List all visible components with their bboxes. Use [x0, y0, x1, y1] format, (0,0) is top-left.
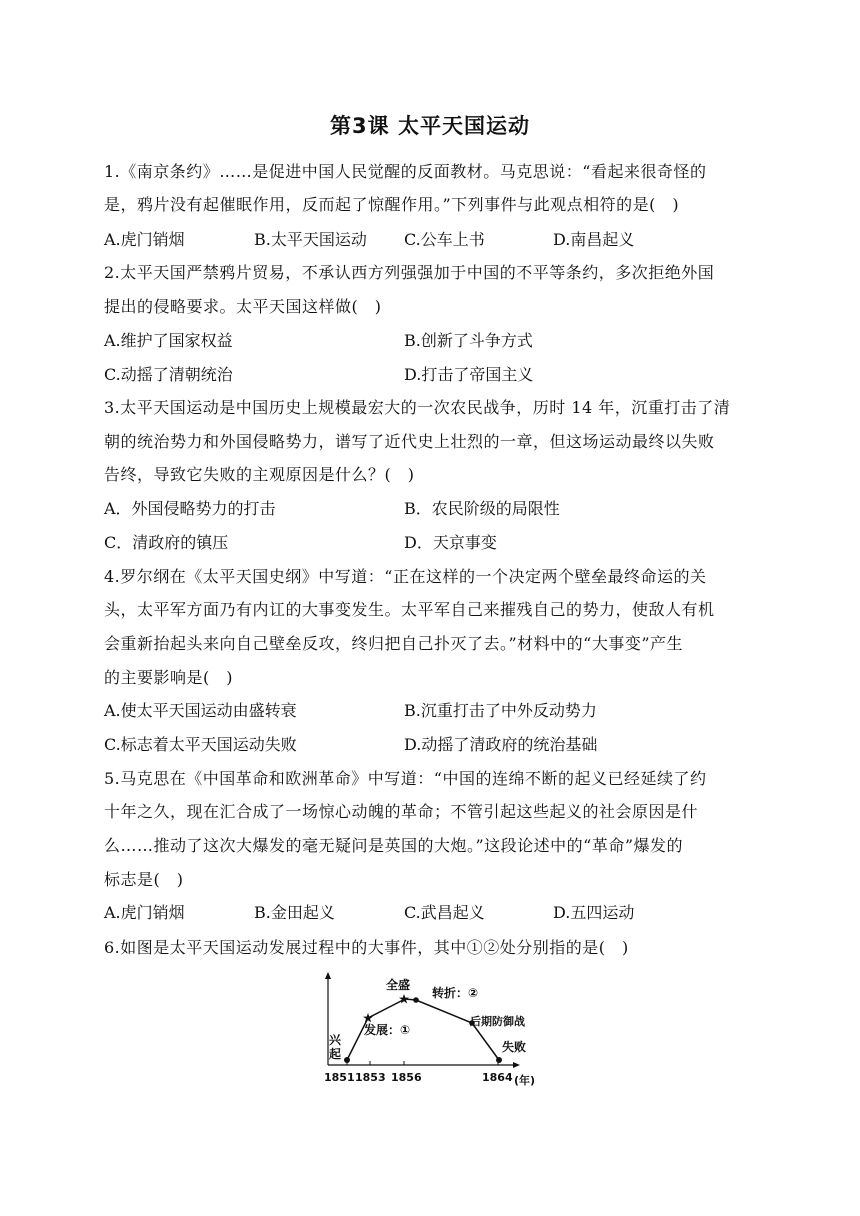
q6-stem-line-1: 6.如图是太平天国运动发展过程中的大事件，其中①②处分别指的是( ): [104, 938, 629, 957]
q3-stem-line-3: 告终，导致它失败的主观原因是什么？( ): [104, 465, 415, 484]
q1-option-a[interactable]: A.虎门销烟: [104, 230, 185, 249]
q5-option-c[interactable]: C.武昌起义: [404, 903, 485, 922]
label-turning: 转折：②: [432, 986, 479, 1000]
q5-stem-line-4: 标志是( ): [104, 870, 184, 889]
label-xing: 兴: [329, 1033, 342, 1047]
year-1864: 1864: [482, 1071, 513, 1084]
q5-stem-line-3: 么……推动了这次大爆发的毫无疑问是英国的大炮。”这段论述中的“革命”爆发的: [104, 836, 684, 855]
q4-stem-line-2: 头，太平军方面乃有内讧的大事变发生。太平军自己来摧残自己的势力，使敌人有机: [104, 600, 715, 619]
q1-option-b[interactable]: B.太平天国运动: [254, 230, 367, 249]
q5-stem-line-1: 5.马克思在《中国革命和欧洲革命》中写道：“中国的连绵不断的起义已经延续了约: [104, 769, 707, 788]
q5-option-d[interactable]: D.五四运动: [553, 903, 635, 922]
rise-point: [344, 1057, 350, 1063]
q4-stem-line-3: 会重新抬起头来向自己壁垒反攻，终归把自己扑灭了去。”材料中的“大事变”产生: [104, 634, 684, 653]
q1-option-c[interactable]: C.公车上书: [404, 230, 485, 249]
q1-option-d[interactable]: D.南昌起义: [553, 230, 635, 249]
q2-stem-line-2: 提出的侵略要求。太平天国这样做( ): [104, 297, 382, 316]
q4-option-b[interactable]: B.沉重打击了中外反动势力: [404, 701, 597, 720]
label-failure: 失败: [502, 1040, 527, 1054]
lesson-title: 第3课 太平天国运动: [330, 114, 530, 138]
label-qi: 起: [329, 1047, 342, 1061]
q5-stem-line-2: 十年之久，现在汇合成了一场惊心动魄的革命；不管引起这些起义的社会原因是什: [104, 802, 699, 821]
q3-option-b[interactable]: B．农民阶级的局限性: [404, 499, 560, 518]
year-1851: 1851: [324, 1071, 355, 1084]
q1-stem-line-2: 是，鸦片没有起催眠作用，反而起了惊醒作用。”下列事件与此观点相符的是( ): [104, 195, 680, 214]
q4-option-d[interactable]: D.动摇了清政府的统治基础: [404, 735, 598, 754]
x-axis-arrow: [513, 1062, 520, 1068]
q4-stem-line-1: 4.罗尔纲在《太平天国史纲》中写道：“正在这样的一个决定两个壁垒最终命运的关: [104, 567, 707, 586]
q3-option-a[interactable]: A．外国侵略势力的打击: [104, 499, 276, 518]
q2-stem-line-1: 2.太平天国严禁鸦片贸易，不承认西方列强强加于中国的不平等条约，多次拒绝外国: [104, 263, 715, 282]
label-peak: 全盛: [386, 978, 411, 992]
development-star-icon: [363, 1013, 373, 1022]
q2-option-a[interactable]: A.维护了国家权益: [104, 331, 233, 350]
q4-option-c[interactable]: C.标志着太平天国运动失败: [104, 735, 297, 754]
failure-point: [496, 1057, 502, 1063]
q2-option-c[interactable]: C.动摇了清朝统治: [104, 365, 233, 384]
q1-stem-line-1: 1.《南京条约》……是促进中国人民觉醒的反面教材。马克思说：“看起来很奇怪的: [104, 162, 707, 181]
year-1853: 1853: [355, 1071, 386, 1084]
turning-point: [413, 997, 419, 1003]
q2-option-b[interactable]: B.创新了斗争方式: [404, 331, 533, 350]
q5-option-a[interactable]: A.虎门销烟: [104, 903, 185, 922]
q3-option-d[interactable]: D．天京事变: [404, 533, 497, 552]
y-axis-arrow: [325, 972, 331, 979]
q3-stem-line-1: 3.太平天国运动是中国历史上规模最宏大的一次农民战争，历时 14 年，沉重打击了清: [104, 398, 731, 417]
year-1856: 1856: [391, 1071, 422, 1084]
q4-option-a[interactable]: A.使太平天国运动由盛转衰: [104, 701, 297, 720]
year-unit: (年): [514, 1074, 536, 1087]
q3-stem-line-2: 朝的统治势力和外国侵略势力，谱写了近代史上壮烈的一章，但这场运动最终以失败: [104, 432, 715, 451]
q2-option-d[interactable]: D.打击了帝国主义: [404, 365, 534, 384]
label-late-defense: 后期防御战: [470, 1015, 525, 1028]
label-development: 发展：①: [364, 1023, 411, 1037]
taiping-development-diagram: [322, 968, 544, 1092]
q3-option-c[interactable]: C．清政府的镇压: [104, 533, 229, 552]
q5-option-b[interactable]: B.金田起义: [254, 903, 335, 922]
q4-stem-line-4: 的主要影响是( ): [104, 668, 233, 687]
